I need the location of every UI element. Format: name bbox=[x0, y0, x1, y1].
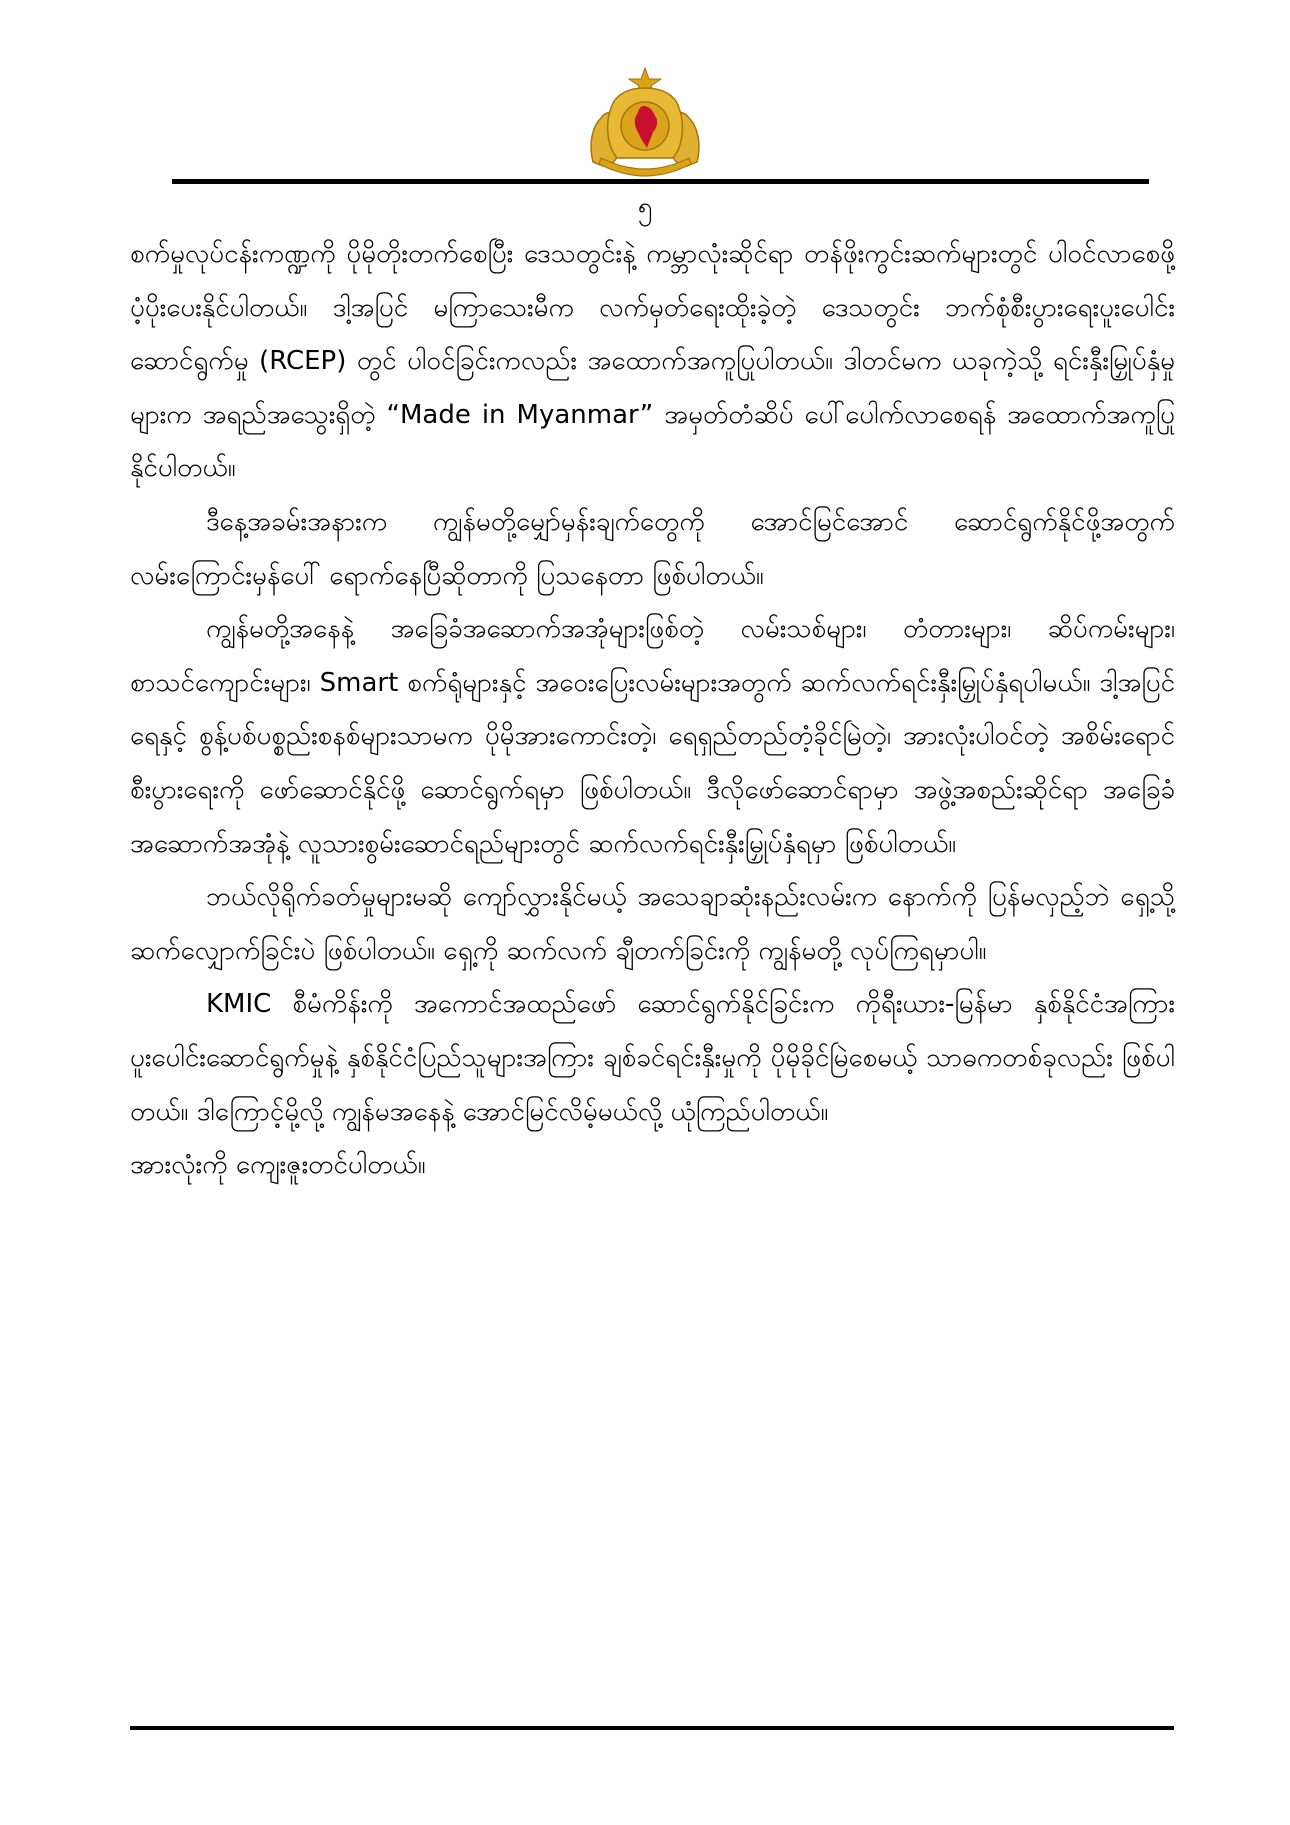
closing-line: အားလုံးကို ကျေးဇူးတင်ပါတယ်။ bbox=[130, 1150, 426, 1181]
paragraph-1: စက်မှုလုပ်ငန်းကဏ္ဍကို ပိုမိုတိုးတက်စေပြီး ဒေသတွင်းနဲ့ ကမ္ဘာလုံးဆိုင်ရာ တန်ဖိုးကွင်းဆက်များတွင် ပါဝင်လာစေဖို့ ပံ့ပိုးပေးနိုင်ပါတယ်။ ဒါ့အပြင် မကြာသေးမီက လက်မှတ်ရေးထိုးခဲ့တဲ့ ဒေသတွင်း ဘက်စုံစီးပွားရေးပူးပေါင်းဆောင်ရွက်မှု (RCEP) တွင် ပါဝင်ခြင်းကလည်း အထောက်အကူပြုပါတယ်။ ဒါတင်မက ယခုကဲ့သို့ ရင်းနှီးမြှုပ်နှံမှုများက အရည်အသွေးရှိတဲ့ “Made in Myanmar” အမှတ်တံဆိပ် ပေါ်ပေါက်လာစေရန် အထောက်အကူပြုနိုင်ပါတယ်။ bbox=[130, 239, 1175, 484]
page-number: ၅ bbox=[637, 192, 653, 222]
paragraph-3: ကျွန်မတို့အနေနဲ့ အခြေခံအဆောက်အအုံများဖြစ်တဲ့ လမ်းသစ်များ၊ တံတားများ၊ ဆိပ်ကမ်းများ၊ စာသင်ကျောင်းများ၊ Smart စက်ရုံများနှင့် အဝေးပြေးလမ်းများအတွက် ဆက်လက်ရင်းနှီးမြှုပ်နှံရပါမယ်။ ဒါ့အပြင် ရေနှင့် စွန့်ပစ်ပစ္စည်းစနစ်များသာမက ပိုမိုအားကောင်းတဲ့၊ ရေရှည်တည်တံ့ခိုင်မြဲတဲ့၊ အားလုံးပါဝင်တဲ့ အစိမ်းရောင်စီးပွားရေးကို ဖော်ဆောင်နိုင်ဖို့ ဆောင်ရွက်ရမှာ ဖြစ်ပါတယ်။ ဒီလိုဖော်ဆောင်ရာမှာ အဖွဲ့အစည်းဆိုင်ရာ အခြေခံအဆောက်အအုံနဲ့ လူသားစွမ်းဆောင်ရည်များတွင် ဆက်လက်ရင်းနှီးမြှုပ်နှံရမှာ ဖြစ်ပါတယ်။ bbox=[130, 614, 1175, 859]
speech-body bbox=[130, 228, 1175, 1193]
paragraph-5: KMIC စီမံကိန်းကို အကောင်အထည်ဖော် ဆောင်ရွက်နိုင်ခြင်းက ကိုရီးယား-မြန်မာ နှစ်နိုင်ငံအကြား ပူးပေါင်းဆောင်ရွက်မှုနဲ့ နှစ်နိုင်ငံပြည်သူများအကြား ချစ်ခင်ရင်းနှီးမှုကို ပိုမိုခိုင်မြဲစေမယ့် သာဓကတစ်ခုလည်း ဖြစ်ပါတယ်။ ဒါကြောင့်မို့လို့ ကျွန်မအနေနဲ့ အောင်မြင်လိမ့်မယ်လို့ ယုံကြည်ပါတယ်။ bbox=[130, 989, 1175, 1127]
footer-divider bbox=[130, 1726, 1174, 1730]
paragraph-4: ဘယ်လိုရိုက်ခတ်မှုများမဆို ကျော်လွှားနိုင်မယ့် အသေချာဆုံးနည်းလမ်းက နောက်ကို ပြန်မလှည့်ဘဲ ရှေ့သို့ဆက်လျှောက်ခြင်းပဲ ဖြစ်ပါတယ်။ ရှေ့ကို ဆက်လက် ချီတက်ခြင်းကို ကျွန်မတို့ လုပ်ကြရမှာပါ။ bbox=[130, 882, 1175, 966]
state-seal-emblem-icon bbox=[585, 66, 705, 180]
paragraph-2: ဒီနေ့အခမ်းအနားက ကျွန်မတို့မျှော်မှန်းချက်တွေကို အောင်မြင်အောင် ဆောင်ရွက်နိုင်ဖို့အတွက် လမ်းကြောင်းမှန်ပေါ် ရောက်နေပြီဆိုတာကို ပြသနေတာ ဖြစ်ပါတယ်။ bbox=[130, 506, 1175, 591]
header-divider bbox=[172, 179, 1149, 184]
